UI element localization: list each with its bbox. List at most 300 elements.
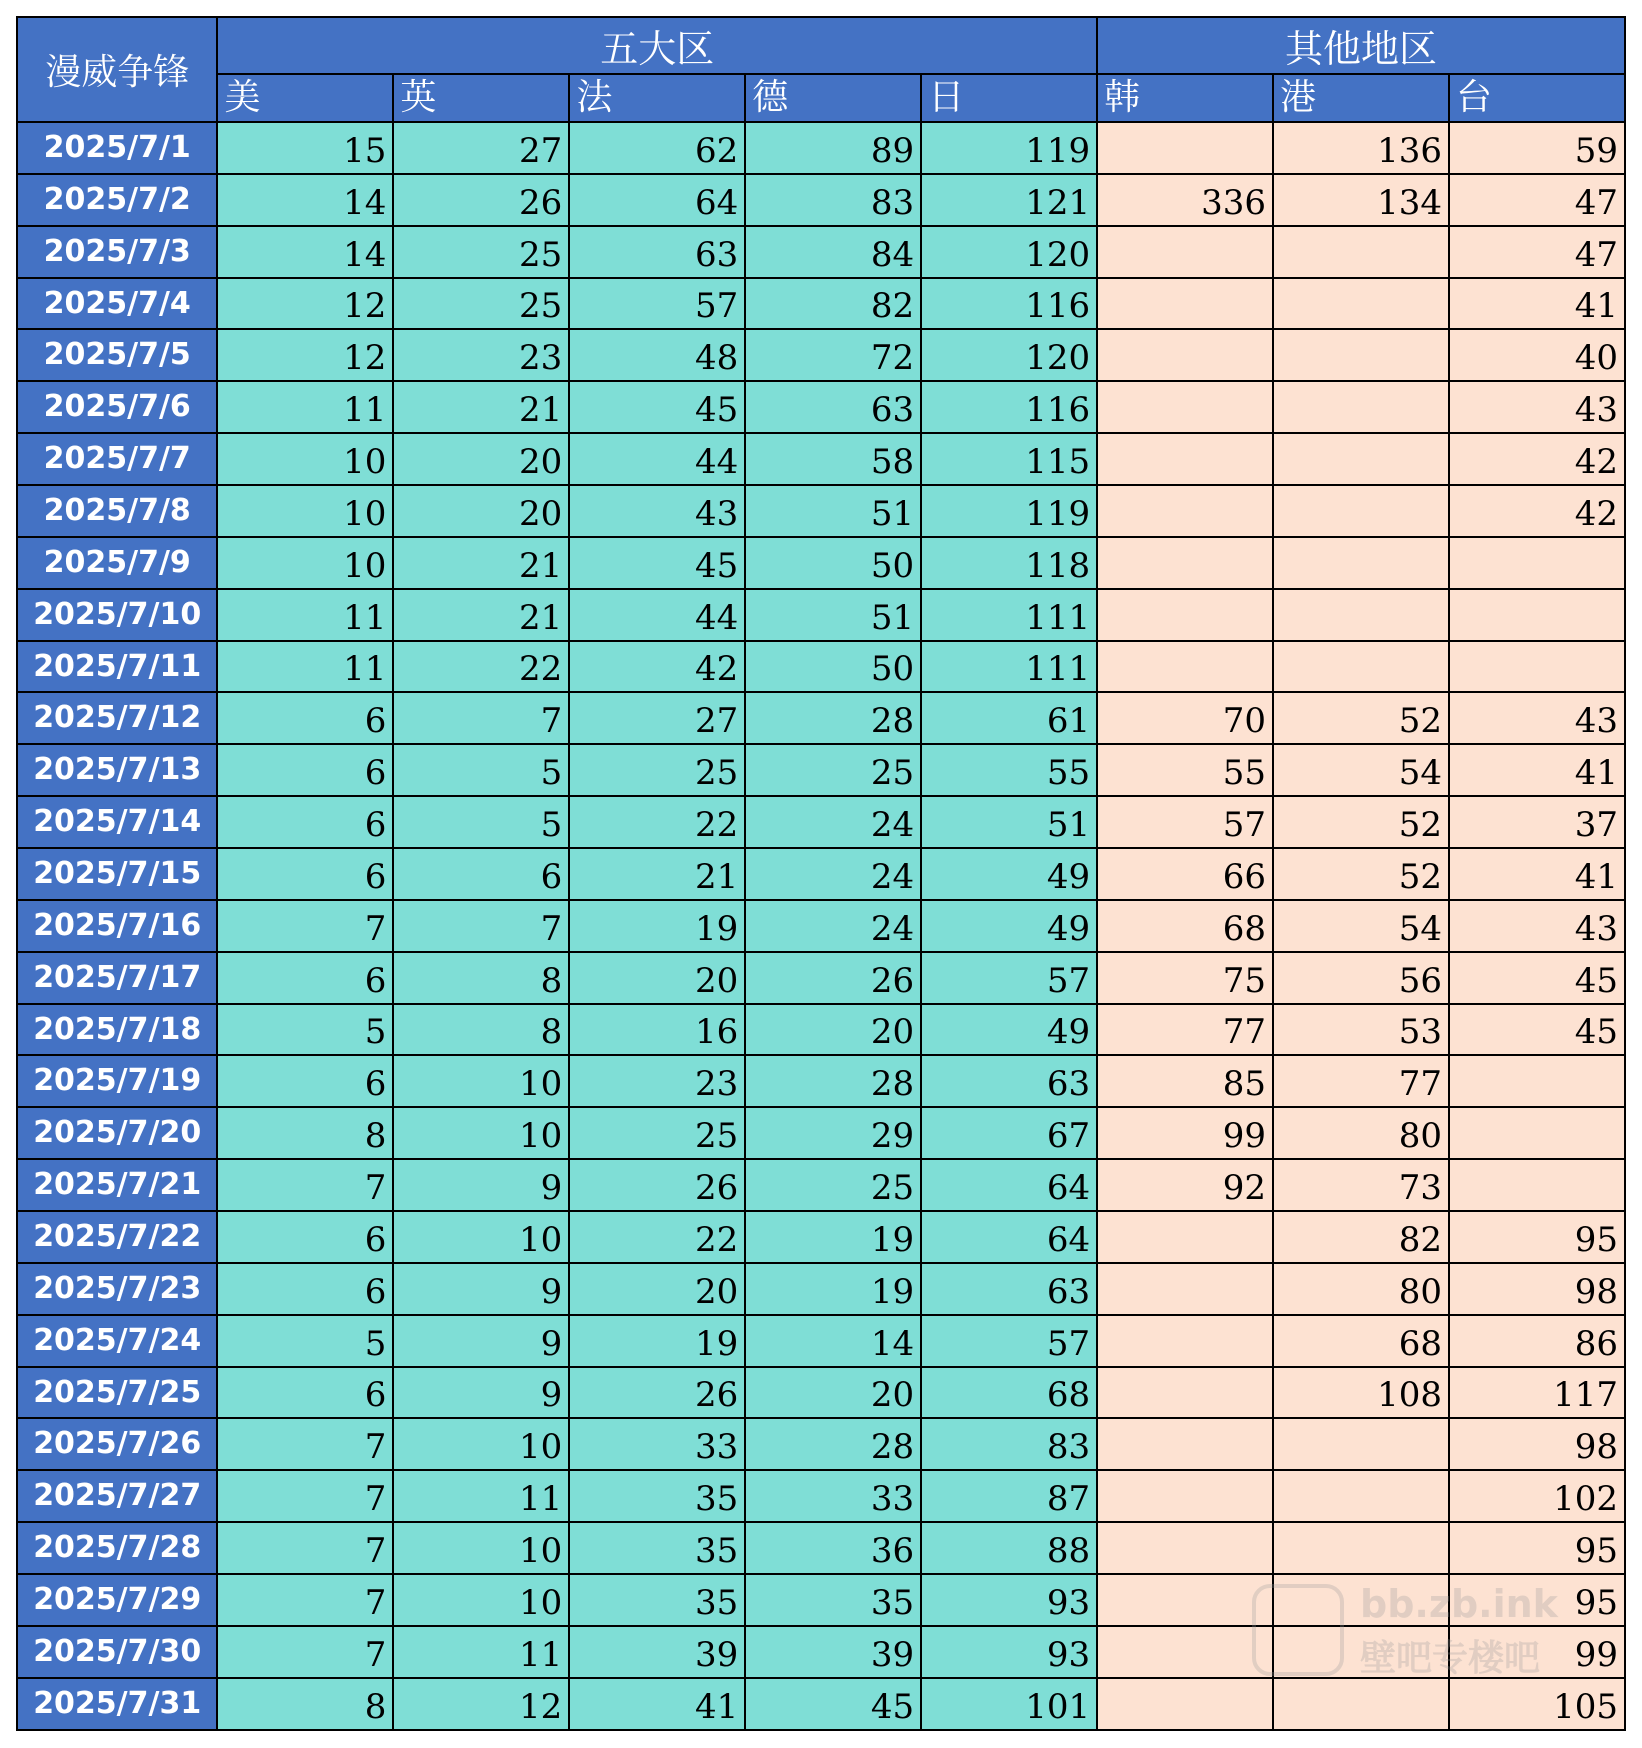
table-cell: 95 <box>1449 1574 1625 1626</box>
table-cell: 43 <box>1449 381 1625 433</box>
table-cell: 10 <box>393 1211 569 1263</box>
table-cell: 19 <box>569 1315 745 1367</box>
table-cell <box>1273 1626 1449 1678</box>
row-date: 2025/7/12 <box>17 692 217 744</box>
table-cell: 26 <box>569 1159 745 1211</box>
table-row <box>17 1574 1625 1626</box>
table-cell <box>1097 433 1273 485</box>
table-cell: 28 <box>745 692 921 744</box>
table-cell: 11 <box>217 381 393 433</box>
table-cell: 10 <box>217 433 393 485</box>
table-cell: 45 <box>1449 952 1625 1004</box>
table-cell: 11 <box>217 641 393 693</box>
table-cell: 6 <box>217 744 393 796</box>
table-cell <box>1449 1107 1625 1159</box>
row-date: 2025/7/18 <box>17 1004 217 1056</box>
table-cell: 98 <box>1449 1418 1625 1470</box>
table-cell: 64 <box>569 174 745 226</box>
table-row <box>17 433 1625 485</box>
table-row <box>17 796 1625 848</box>
table-cell: 5 <box>393 744 569 796</box>
table-cell: 102 <box>1449 1470 1625 1522</box>
table-row <box>17 1626 1625 1678</box>
group-header-five-regions: 五大区 <box>217 17 1097 74</box>
table-cell: 77 <box>1273 1055 1449 1107</box>
table-row <box>17 1367 1625 1419</box>
table-cell <box>1273 381 1449 433</box>
table-cell: 14 <box>745 1315 921 1367</box>
table-cell <box>1097 278 1273 330</box>
table-cell <box>1273 329 1449 381</box>
table-cell: 136 <box>1273 122 1449 174</box>
table-cell: 26 <box>393 174 569 226</box>
table-cell: 25 <box>393 226 569 278</box>
table-cell: 95 <box>1449 1522 1625 1574</box>
table-cell: 44 <box>569 589 745 641</box>
table-cell: 55 <box>921 744 1097 796</box>
table-cell: 45 <box>569 381 745 433</box>
table-cell <box>1097 589 1273 641</box>
table-cell: 116 <box>921 278 1097 330</box>
table-cell: 84 <box>745 226 921 278</box>
table-cell: 14 <box>217 174 393 226</box>
table-cell: 54 <box>1273 900 1449 952</box>
table-cell <box>1097 1315 1273 1367</box>
table-cell: 55 <box>1097 744 1273 796</box>
table-cell: 85 <box>1097 1055 1273 1107</box>
table-cell <box>1097 1470 1273 1522</box>
table-cell: 6 <box>217 1263 393 1315</box>
table-cell: 111 <box>921 589 1097 641</box>
row-date: 2025/7/14 <box>17 796 217 848</box>
table-cell: 5 <box>393 796 569 848</box>
table-cell: 23 <box>393 329 569 381</box>
table-cell: 33 <box>569 1418 745 1470</box>
table-cell: 115 <box>921 433 1097 485</box>
table-cell <box>1273 1418 1449 1470</box>
table-cell: 9 <box>393 1367 569 1419</box>
row-date: 2025/7/17 <box>17 952 217 1004</box>
row-date: 2025/7/2 <box>17 174 217 226</box>
row-date: 2025/7/30 <box>17 1626 217 1678</box>
table-cell: 51 <box>745 589 921 641</box>
table-cell <box>1097 537 1273 589</box>
table-cell: 35 <box>569 1522 745 1574</box>
column-header-kr: 韩 <box>1097 74 1273 122</box>
table-cell <box>1097 381 1273 433</box>
table-cell: 117 <box>1449 1367 1625 1419</box>
table-row <box>17 1211 1625 1263</box>
table-cell <box>1097 485 1273 537</box>
table-row <box>17 744 1625 796</box>
table-cell: 11 <box>393 1470 569 1522</box>
table-cell <box>1097 1263 1273 1315</box>
table-row <box>17 122 1625 174</box>
table-cell <box>1097 329 1273 381</box>
table-cell <box>1097 1678 1273 1730</box>
table-cell: 14 <box>217 226 393 278</box>
table-cell: 11 <box>393 1626 569 1678</box>
table-cell: 28 <box>745 1055 921 1107</box>
table-cell <box>1097 1367 1273 1419</box>
table-row <box>17 278 1625 330</box>
table-body <box>17 122 1625 1730</box>
table-cell: 57 <box>1097 796 1273 848</box>
table-cell <box>1273 1678 1449 1730</box>
row-date: 2025/7/24 <box>17 1315 217 1367</box>
table-cell: 116 <box>921 381 1097 433</box>
table-cell: 19 <box>745 1263 921 1315</box>
table-cell: 82 <box>745 278 921 330</box>
table-cell: 63 <box>921 1055 1097 1107</box>
table-cell: 10 <box>393 1522 569 1574</box>
table-cell <box>1097 1626 1273 1678</box>
column-header-us: 美 <box>217 74 393 122</box>
table-cell: 21 <box>393 381 569 433</box>
table-cell: 6 <box>217 952 393 1004</box>
table-cell: 22 <box>569 1211 745 1263</box>
table-cell: 80 <box>1273 1107 1449 1159</box>
table-cell: 57 <box>921 1315 1097 1367</box>
table-cell: 52 <box>1273 692 1449 744</box>
group-header-other-regions: 其他地区 <box>1097 17 1625 74</box>
table-cell: 7 <box>393 692 569 744</box>
table-cell: 20 <box>569 952 745 1004</box>
table-cell <box>1449 1055 1625 1107</box>
table-cell: 39 <box>745 1626 921 1678</box>
table-cell: 36 <box>745 1522 921 1574</box>
table-cell: 101 <box>921 1678 1097 1730</box>
table-cell: 63 <box>745 381 921 433</box>
row-date: 2025/7/6 <box>17 381 217 433</box>
table-cell: 5 <box>217 1315 393 1367</box>
table-cell: 6 <box>217 1367 393 1419</box>
table-cell: 33 <box>745 1470 921 1522</box>
row-date: 2025/7/4 <box>17 278 217 330</box>
table-cell: 15 <box>217 122 393 174</box>
table-cell: 24 <box>745 796 921 848</box>
table-cell: 61 <box>921 692 1097 744</box>
table-cell <box>1097 641 1273 693</box>
table-row <box>17 381 1625 433</box>
table-row <box>17 641 1625 693</box>
table-cell: 49 <box>921 900 1097 952</box>
table-cell: 19 <box>745 1211 921 1263</box>
table-cell: 42 <box>1449 433 1625 485</box>
table-cell: 51 <box>921 796 1097 848</box>
table-cell: 58 <box>745 433 921 485</box>
table-cell: 24 <box>745 848 921 900</box>
table-cell: 40 <box>1449 329 1625 381</box>
table-cell <box>1449 537 1625 589</box>
table-cell: 108 <box>1273 1367 1449 1419</box>
row-date: 2025/7/23 <box>17 1263 217 1315</box>
table-cell <box>1273 485 1449 537</box>
table-cell: 93 <box>921 1574 1097 1626</box>
table-cell: 41 <box>1449 278 1625 330</box>
table-row <box>17 952 1625 1004</box>
table-cell: 25 <box>745 744 921 796</box>
table-cell: 35 <box>745 1574 921 1626</box>
table-cell: 27 <box>393 122 569 174</box>
table-cell: 53 <box>1273 1004 1449 1056</box>
corner-label: 漫威争锋 <box>17 17 217 122</box>
table-row <box>17 1470 1625 1522</box>
table-cell: 16 <box>569 1004 745 1056</box>
table-cell: 28 <box>745 1418 921 1470</box>
table-cell: 21 <box>569 848 745 900</box>
table-cell: 45 <box>745 1678 921 1730</box>
table-cell: 26 <box>745 952 921 1004</box>
table-cell: 10 <box>217 537 393 589</box>
table-cell: 25 <box>569 1107 745 1159</box>
table-cell: 68 <box>921 1367 1097 1419</box>
table-cell: 82 <box>1273 1211 1449 1263</box>
table-cell: 68 <box>1097 900 1273 952</box>
table-cell: 120 <box>921 329 1097 381</box>
table-cell: 6 <box>217 848 393 900</box>
table-cell: 12 <box>393 1678 569 1730</box>
table-cell: 89 <box>745 122 921 174</box>
table-cell <box>1449 641 1625 693</box>
table-cell: 42 <box>1449 485 1625 537</box>
table-cell: 19 <box>569 900 745 952</box>
table-cell: 62 <box>569 122 745 174</box>
table-cell: 68 <box>1273 1315 1449 1367</box>
row-date: 2025/7/1 <box>17 122 217 174</box>
table-cell <box>1097 1522 1273 1574</box>
table-row <box>17 1678 1625 1730</box>
table-cell: 22 <box>393 641 569 693</box>
table-cell: 64 <box>921 1159 1097 1211</box>
table-cell: 20 <box>393 485 569 537</box>
watermark-text: 壁吧专楼吧 <box>1360 1638 1541 1679</box>
ranking-table <box>16 16 1626 1731</box>
table-cell: 6 <box>217 1055 393 1107</box>
row-date: 2025/7/27 <box>17 1470 217 1522</box>
table-cell: 47 <box>1449 226 1625 278</box>
row-date: 2025/7/20 <box>17 1107 217 1159</box>
table-cell: 5 <box>217 1004 393 1056</box>
table-cell: 39 <box>569 1626 745 1678</box>
table-cell: 10 <box>393 1055 569 1107</box>
table-cell: 7 <box>217 1574 393 1626</box>
table-cell: 41 <box>1449 744 1625 796</box>
row-date: 2025/7/9 <box>17 537 217 589</box>
table-cell: 119 <box>921 485 1097 537</box>
row-date: 2025/7/16 <box>17 900 217 952</box>
row-date: 2025/7/22 <box>17 1211 217 1263</box>
table-cell: 67 <box>921 1107 1097 1159</box>
table-cell: 134 <box>1273 174 1449 226</box>
table-row <box>17 226 1625 278</box>
table-cell: 98 <box>1449 1263 1625 1315</box>
table-cell <box>1273 433 1449 485</box>
table-cell: 7 <box>217 1418 393 1470</box>
table-cell: 63 <box>921 1263 1097 1315</box>
table-cell: 25 <box>745 1159 921 1211</box>
table-cell: 111 <box>921 641 1097 693</box>
table-cell: 44 <box>569 433 745 485</box>
table-cell <box>1273 589 1449 641</box>
table-cell: 9 <box>393 1159 569 1211</box>
table-cell: 50 <box>745 537 921 589</box>
table-cell: 7 <box>217 1522 393 1574</box>
table-cell: 121 <box>921 174 1097 226</box>
table-cell: 54 <box>1273 744 1449 796</box>
table-cell: 77 <box>1097 1004 1273 1056</box>
table-cell: 56 <box>1273 952 1449 1004</box>
table-cell: 70 <box>1097 692 1273 744</box>
table-cell: 119 <box>921 122 1097 174</box>
table-row <box>17 537 1625 589</box>
table-row <box>17 1522 1625 1574</box>
table-cell: 80 <box>1273 1263 1449 1315</box>
table-cell: 10 <box>393 1574 569 1626</box>
table-cell: 6 <box>217 796 393 848</box>
row-date: 2025/7/13 <box>17 744 217 796</box>
table-cell <box>1097 226 1273 278</box>
table-cell: 25 <box>393 278 569 330</box>
table-cell: 21 <box>393 537 569 589</box>
table-cell: 57 <box>569 278 745 330</box>
table-cell: 20 <box>393 433 569 485</box>
table-cell <box>1273 641 1449 693</box>
table-cell <box>1097 1574 1273 1626</box>
table-cell <box>1449 589 1625 641</box>
table-cell: 63 <box>569 226 745 278</box>
table-row <box>17 1004 1625 1056</box>
table-cell: 35 <box>569 1470 745 1522</box>
table-cell: 6 <box>217 692 393 744</box>
table-cell: 88 <box>921 1522 1097 1574</box>
table-cell: 336 <box>1097 174 1273 226</box>
table-cell <box>1273 278 1449 330</box>
table-cell: 26 <box>569 1367 745 1419</box>
table-cell: 49 <box>921 848 1097 900</box>
table-row <box>17 589 1625 641</box>
table-cell: 75 <box>1097 952 1273 1004</box>
table-cell: 22 <box>569 796 745 848</box>
row-date: 2025/7/3 <box>17 226 217 278</box>
table-cell: 8 <box>393 952 569 1004</box>
table-cell: 41 <box>1449 848 1625 900</box>
table-cell: 99 <box>1449 1626 1625 1678</box>
table-cell: 7 <box>217 900 393 952</box>
table-cell: 10 <box>393 1418 569 1470</box>
row-date: 2025/7/21 <box>17 1159 217 1211</box>
table-cell: 12 <box>217 278 393 330</box>
table-cell: 95 <box>1449 1211 1625 1263</box>
table-cell: 37 <box>1449 796 1625 848</box>
row-date: 2025/7/19 <box>17 1055 217 1107</box>
table-cell: 9 <box>393 1263 569 1315</box>
table-cell: 105 <box>1449 1678 1625 1730</box>
table-row <box>17 1055 1625 1107</box>
table-cell: 43 <box>1449 692 1625 744</box>
table-cell: 99 <box>1097 1107 1273 1159</box>
table-cell: 35 <box>569 1574 745 1626</box>
table-cell: 72 <box>745 329 921 381</box>
table-cell: 41 <box>569 1678 745 1730</box>
row-date: 2025/7/26 <box>17 1418 217 1470</box>
watermark-url: bb.zb.ink <box>1360 1582 1558 1626</box>
table-row <box>17 900 1625 952</box>
table-cell: 83 <box>921 1418 1097 1470</box>
table-cell: 20 <box>745 1004 921 1056</box>
table-cell <box>1097 122 1273 174</box>
column-header-hk: 港 <box>1273 74 1449 122</box>
column-header-tw: 台 <box>1449 74 1625 122</box>
table-cell: 64 <box>921 1211 1097 1263</box>
table-cell: 47 <box>1449 174 1625 226</box>
table-cell: 23 <box>569 1055 745 1107</box>
table-cell: 49 <box>921 1004 1097 1056</box>
row-date: 2025/7/25 <box>17 1367 217 1419</box>
table-cell: 52 <box>1273 796 1449 848</box>
table-row <box>17 329 1625 381</box>
table-cell: 9 <box>393 1315 569 1367</box>
table-cell: 12 <box>217 329 393 381</box>
table-cell: 45 <box>569 537 745 589</box>
table-cell: 45 <box>1449 1004 1625 1056</box>
table-cell: 83 <box>745 174 921 226</box>
table-row <box>17 1159 1625 1211</box>
table-cell: 52 <box>1273 848 1449 900</box>
table-cell <box>1273 537 1449 589</box>
table-row <box>17 692 1625 744</box>
table-cell: 10 <box>217 485 393 537</box>
table-cell: 8 <box>217 1107 393 1159</box>
table-cell <box>1273 226 1449 278</box>
table-cell: 8 <box>217 1678 393 1730</box>
table-row <box>17 1418 1625 1470</box>
table-cell: 57 <box>921 952 1097 1004</box>
table-row <box>17 1315 1625 1367</box>
table-cell: 92 <box>1097 1159 1273 1211</box>
table-cell: 87 <box>921 1470 1097 1522</box>
table-row <box>17 485 1625 537</box>
table-cell: 10 <box>393 1107 569 1159</box>
row-date: 2025/7/11 <box>17 641 217 693</box>
table-cell <box>1273 1574 1449 1626</box>
table-row <box>17 174 1625 226</box>
column-header-fr: 法 <box>569 74 745 122</box>
table-cell: 6 <box>217 1211 393 1263</box>
table-cell: 66 <box>1097 848 1273 900</box>
table-cell: 120 <box>921 226 1097 278</box>
table-cell: 27 <box>569 692 745 744</box>
table-cell: 93 <box>921 1626 1097 1678</box>
table-cell: 25 <box>569 744 745 796</box>
table-cell <box>1097 1418 1273 1470</box>
row-date: 2025/7/5 <box>17 329 217 381</box>
row-date: 2025/7/31 <box>17 1678 217 1730</box>
table-row <box>17 1263 1625 1315</box>
column-header-jp: 日 <box>921 74 1097 122</box>
row-date: 2025/7/29 <box>17 1574 217 1626</box>
table-cell: 24 <box>745 900 921 952</box>
table-cell: 51 <box>745 485 921 537</box>
row-date: 2025/7/10 <box>17 589 217 641</box>
table-cell: 8 <box>393 1004 569 1056</box>
table-cell <box>1273 1470 1449 1522</box>
table-row <box>17 848 1625 900</box>
table-cell: 43 <box>569 485 745 537</box>
row-date: 2025/7/15 <box>17 848 217 900</box>
table-row <box>17 1107 1625 1159</box>
table-cell: 20 <box>745 1367 921 1419</box>
